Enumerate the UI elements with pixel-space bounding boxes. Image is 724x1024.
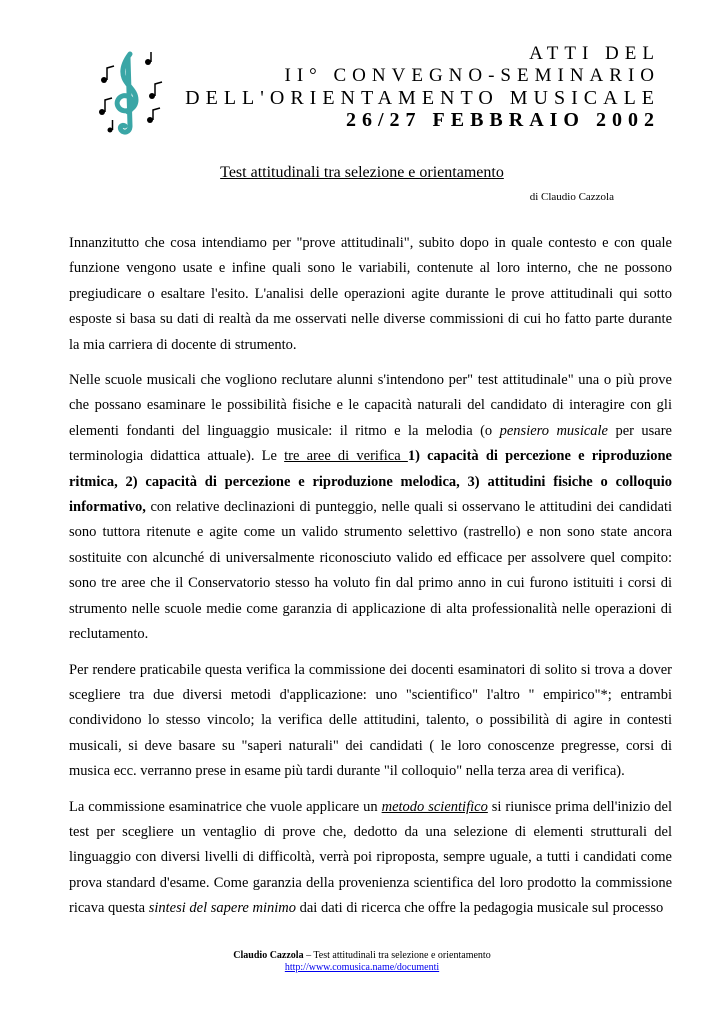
p4-italic-term: metodo scientifico — [381, 798, 488, 815]
p2-bold-areas: 1) capacità di percezione e riproduzione ritmica, 2) capacità di percezione e riproduzione melodica, 3) attitudini fisiche o colloquio informativo, — [69, 448, 672, 516]
paragraph-3: Per rendere praticabile questa verifica la commissione dei docenti esaminatori di solito si trova a dover scegliere tra due diversi metodi d'applicazione: uno "scientifico" l'altro " empirico"*; entrambi condividono lo stesso vincolo; la verifica delle attitudini, talento, o possibilità di agire in contesti musicali, si deve basare su "saperi naturali" dei candidati ( le loro conoscenze pregresse, corsi di musica ecc. verranno prese in esame più tardi durante "il colloquio" nella terza area di verifica). — [69, 661, 672, 780]
p4-text-c: si riunisce prima dell'inizio del test per scegliere un ventaglio di prove che, dedotto da una selezione di elementi strutturali del linguaggio con diversi livelli di difficoltà, verrà poi riproposta, sempre uguale, a tutti i candidati come prova standard d'esame. Come garanzia della provenienza scientifica del loro prodotto la commissione ricava questa — [69, 798, 672, 917]
p2-text-a: Nelle scuole musicali che vogliono reclutare alunni s'intendono per" test attitudinale" una o più prove che possano esaminare le possibilità fisiche e le capacità naturali del candidato di interagire con gli elementi fondanti del linguaggio musicale: il ritmo e la melodia (o — [69, 372, 672, 439]
body-text — [69, 231, 672, 932]
header-line-1: ATTI DEL — [529, 43, 660, 64]
paragraph-2 — [69, 368, 672, 647]
footer-link[interactable]: http://www.comusica.name/documenti — [284, 962, 440, 973]
p2-text-c: per usare terminologia didattica attuale). Le — [69, 422, 672, 465]
p4-italic-term-2: sintesi del sapere minimo — [148, 900, 296, 917]
footer-line — [0, 950, 724, 962]
footer-text: – Test attitudinali tra selezione e orientamento — [303, 950, 491, 961]
header-line-3: DELL'ORIENTAMENTO MUSICALE — [185, 87, 660, 109]
document-title: Test attitudinali tra selezione e orientamento — [220, 164, 504, 181]
p2-text-f: con relative declinazioni di punteggio, nelle quali si osservano le attitudini dei candidati sono tuttora ritenute e agite come un valido strumento selettivo (rastrello) e non sono state ancora sostituite con alcunché di universalmente riconosciuto valido ed efficace per assolvere quel compito: sono tre aree che il Conservatorio stesso ha voluto fin dal primo anno in cui furono istituiti i corsi di strumento nelle scuole medie come garanzia di applicazione di alta professionalità nelle operazioni di reclutamento. — [69, 499, 672, 643]
header-line-4: 26/27 FEBBRAIO 2002 — [345, 109, 660, 131]
p2-underlined-term: tre aree di verifica — [284, 448, 408, 465]
footer-author: Claudio Cazzola — [233, 950, 304, 961]
p4-text-a: La commissione esaminatrice che vuole applicare un — [69, 798, 382, 815]
treble-clef-with-notes-icon — [94, 50, 166, 136]
paragraph-4 — [69, 795, 672, 922]
paragraph-1: Innanzitutto che cosa intendiamo per "prove attitudinali", subito dopo in quale contesto e con quale funzione vengono usate e infine quali sono le variabili, contenute al loro interno, che ne possono pregiudicare o esaltare l'esito. L'analisi delle operazioni agite durante le prove attitudinali qui sotto esposte si basa su dati di realtà da me osservati nelle diverse commissioni di cui ho fatto parte durante la mia carriera di docente di strumento. — [69, 235, 672, 353]
header-line-2: II° CONVEGNO-SEMINARIO — [284, 65, 660, 86]
p4-text-e: dai dati di ricerca che offre la pedagogia musicale sul processo — [295, 900, 664, 917]
author-byline: di Claudio Cazzola — [529, 191, 614, 203]
p2-italic-term: pensiero musicale — [499, 422, 608, 439]
conference-header — [185, 43, 660, 131]
page-footer — [0, 950, 724, 974]
